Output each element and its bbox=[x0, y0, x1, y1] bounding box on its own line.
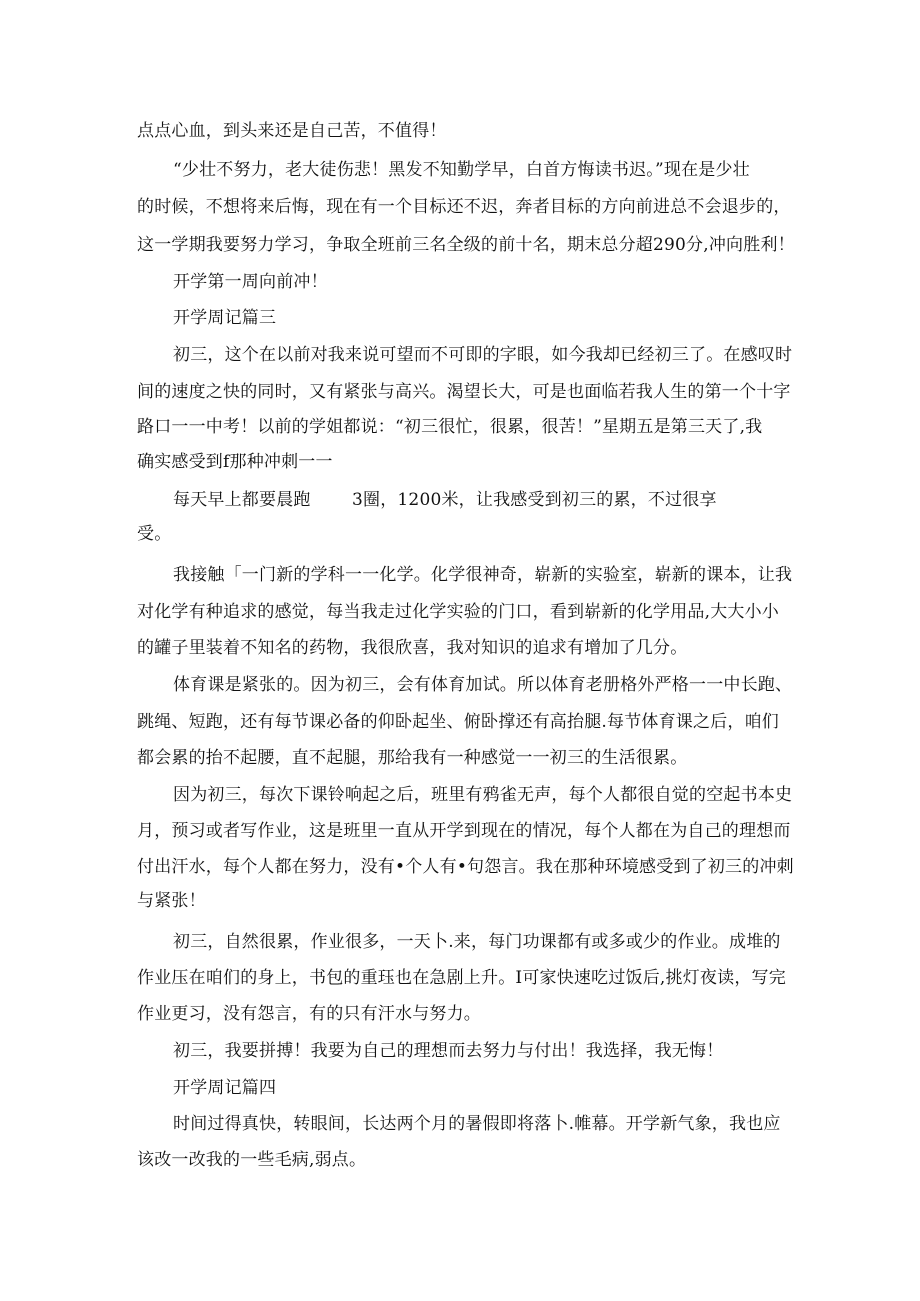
text-line: 3圈，1200米，让我感受到初三的累，不过很享 bbox=[352, 490, 717, 510]
text-line: 体育课是紧张的。因为初三，会有体育加试。所以体育老册格外严格一一中长跑、 bbox=[173, 675, 793, 695]
text-line: 受。 bbox=[137, 524, 172, 544]
text-line: 点点心血，到头来还是自己苦，不值得！ bbox=[137, 121, 447, 141]
text-line: 初三，这个在以前对我来说可望而不可即的字眼，如今我却已经初三了。在感叹时 bbox=[173, 345, 793, 365]
text-line: 每天早上都要晨跑 bbox=[173, 490, 311, 510]
text-line: 路口一一中考！以前的学姐都说：“初三很忙，很累，很苦！”星期五是第三天了,我 bbox=[137, 417, 763, 437]
text-line: 间的速度之快的同时，又有紧张与高兴。渴望长大，可是也面临若我人生的第一个十字 bbox=[137, 382, 791, 402]
section-heading: 开学周记篇三 bbox=[173, 308, 277, 328]
text-line: 这一学期我要努力学习，争取全班前三名全级的前十名，期末总分超290分,冲向胜利！ bbox=[137, 235, 795, 255]
text-line: 初三，自然很累，作业很多，一天卜.来，每门功课都有或多或少的作业。成堆的 bbox=[173, 932, 781, 952]
text-line: 与紧张！ bbox=[137, 891, 206, 911]
text-line: 跳绳、短跑，还有每节课必备的仰卧起坐、俯卧撑还有高抬腿.每节体育课之后，咱们 bbox=[137, 712, 780, 732]
text-line: “少壮不努力，老大徒伤悲！黑发不知勤学早，白首方悔读书迟。”现在是少壮 bbox=[173, 160, 750, 180]
text-line: 的时候，不想将来后悔，现在有一个目标还不迟，奔者目标的方向前进总不会退步的， bbox=[137, 197, 791, 217]
text-line: 该改一改我的一些毛病,弱点。 bbox=[137, 1150, 367, 1170]
text-line: 付出汗水，每个人都在努力，没有•个人有•句怨言。我在那种环境感受到了初三的冲刺 bbox=[137, 857, 794, 877]
text-line: 作业更习，没有怨言，有的只有汗水与努力。 bbox=[137, 1004, 481, 1024]
text-line: 我接触「一门新的学科一一化学。化学很神奇，崭新的实验室，崭新的课本，让我 bbox=[173, 565, 793, 585]
section-heading: 开学周记篇四 bbox=[173, 1078, 277, 1098]
text-line: 开学第一周向前冲！ bbox=[173, 272, 328, 292]
text-line: 的罐子里装着不知名的药物，我很欣喜，我对知识的追求有增加了几分。 bbox=[137, 638, 688, 658]
text-line: 作业压在咱们的身上，书包的重珏也在急剧上升。I可家快速吃过饭后,挑灯夜读，写完 bbox=[137, 968, 786, 988]
text-line: 时间过得真快，转眼间，长达两个月的暑假即将落卜.帷幕。开学新气象，我也应 bbox=[173, 1114, 781, 1134]
text-line: 对化学有种追求的感觉，每当我走过化学实验的门口，看到崭新的化学用品,大大小小 bbox=[137, 602, 780, 622]
text-line: 因为初三，每次下课铃响起之后，班里有鸦雀无声，每个人都很自觉的空起书本史 bbox=[173, 785, 793, 805]
text-line: 月，预习或者写作业，这是班里一直从开学到现在的情况，每个人都在为自己的理想而 bbox=[137, 821, 791, 841]
text-line: 都会累的抬不起腰，直不起腿，那给我有一种感觉一一初三的生活很累。 bbox=[137, 748, 688, 768]
text-line: 确实感受到f那种冲刺一一 bbox=[137, 452, 333, 472]
text-line: 初三，我要拼搏！我要为自己的理想而去努力与付出！我选择，我无悔！ bbox=[173, 1041, 724, 1061]
